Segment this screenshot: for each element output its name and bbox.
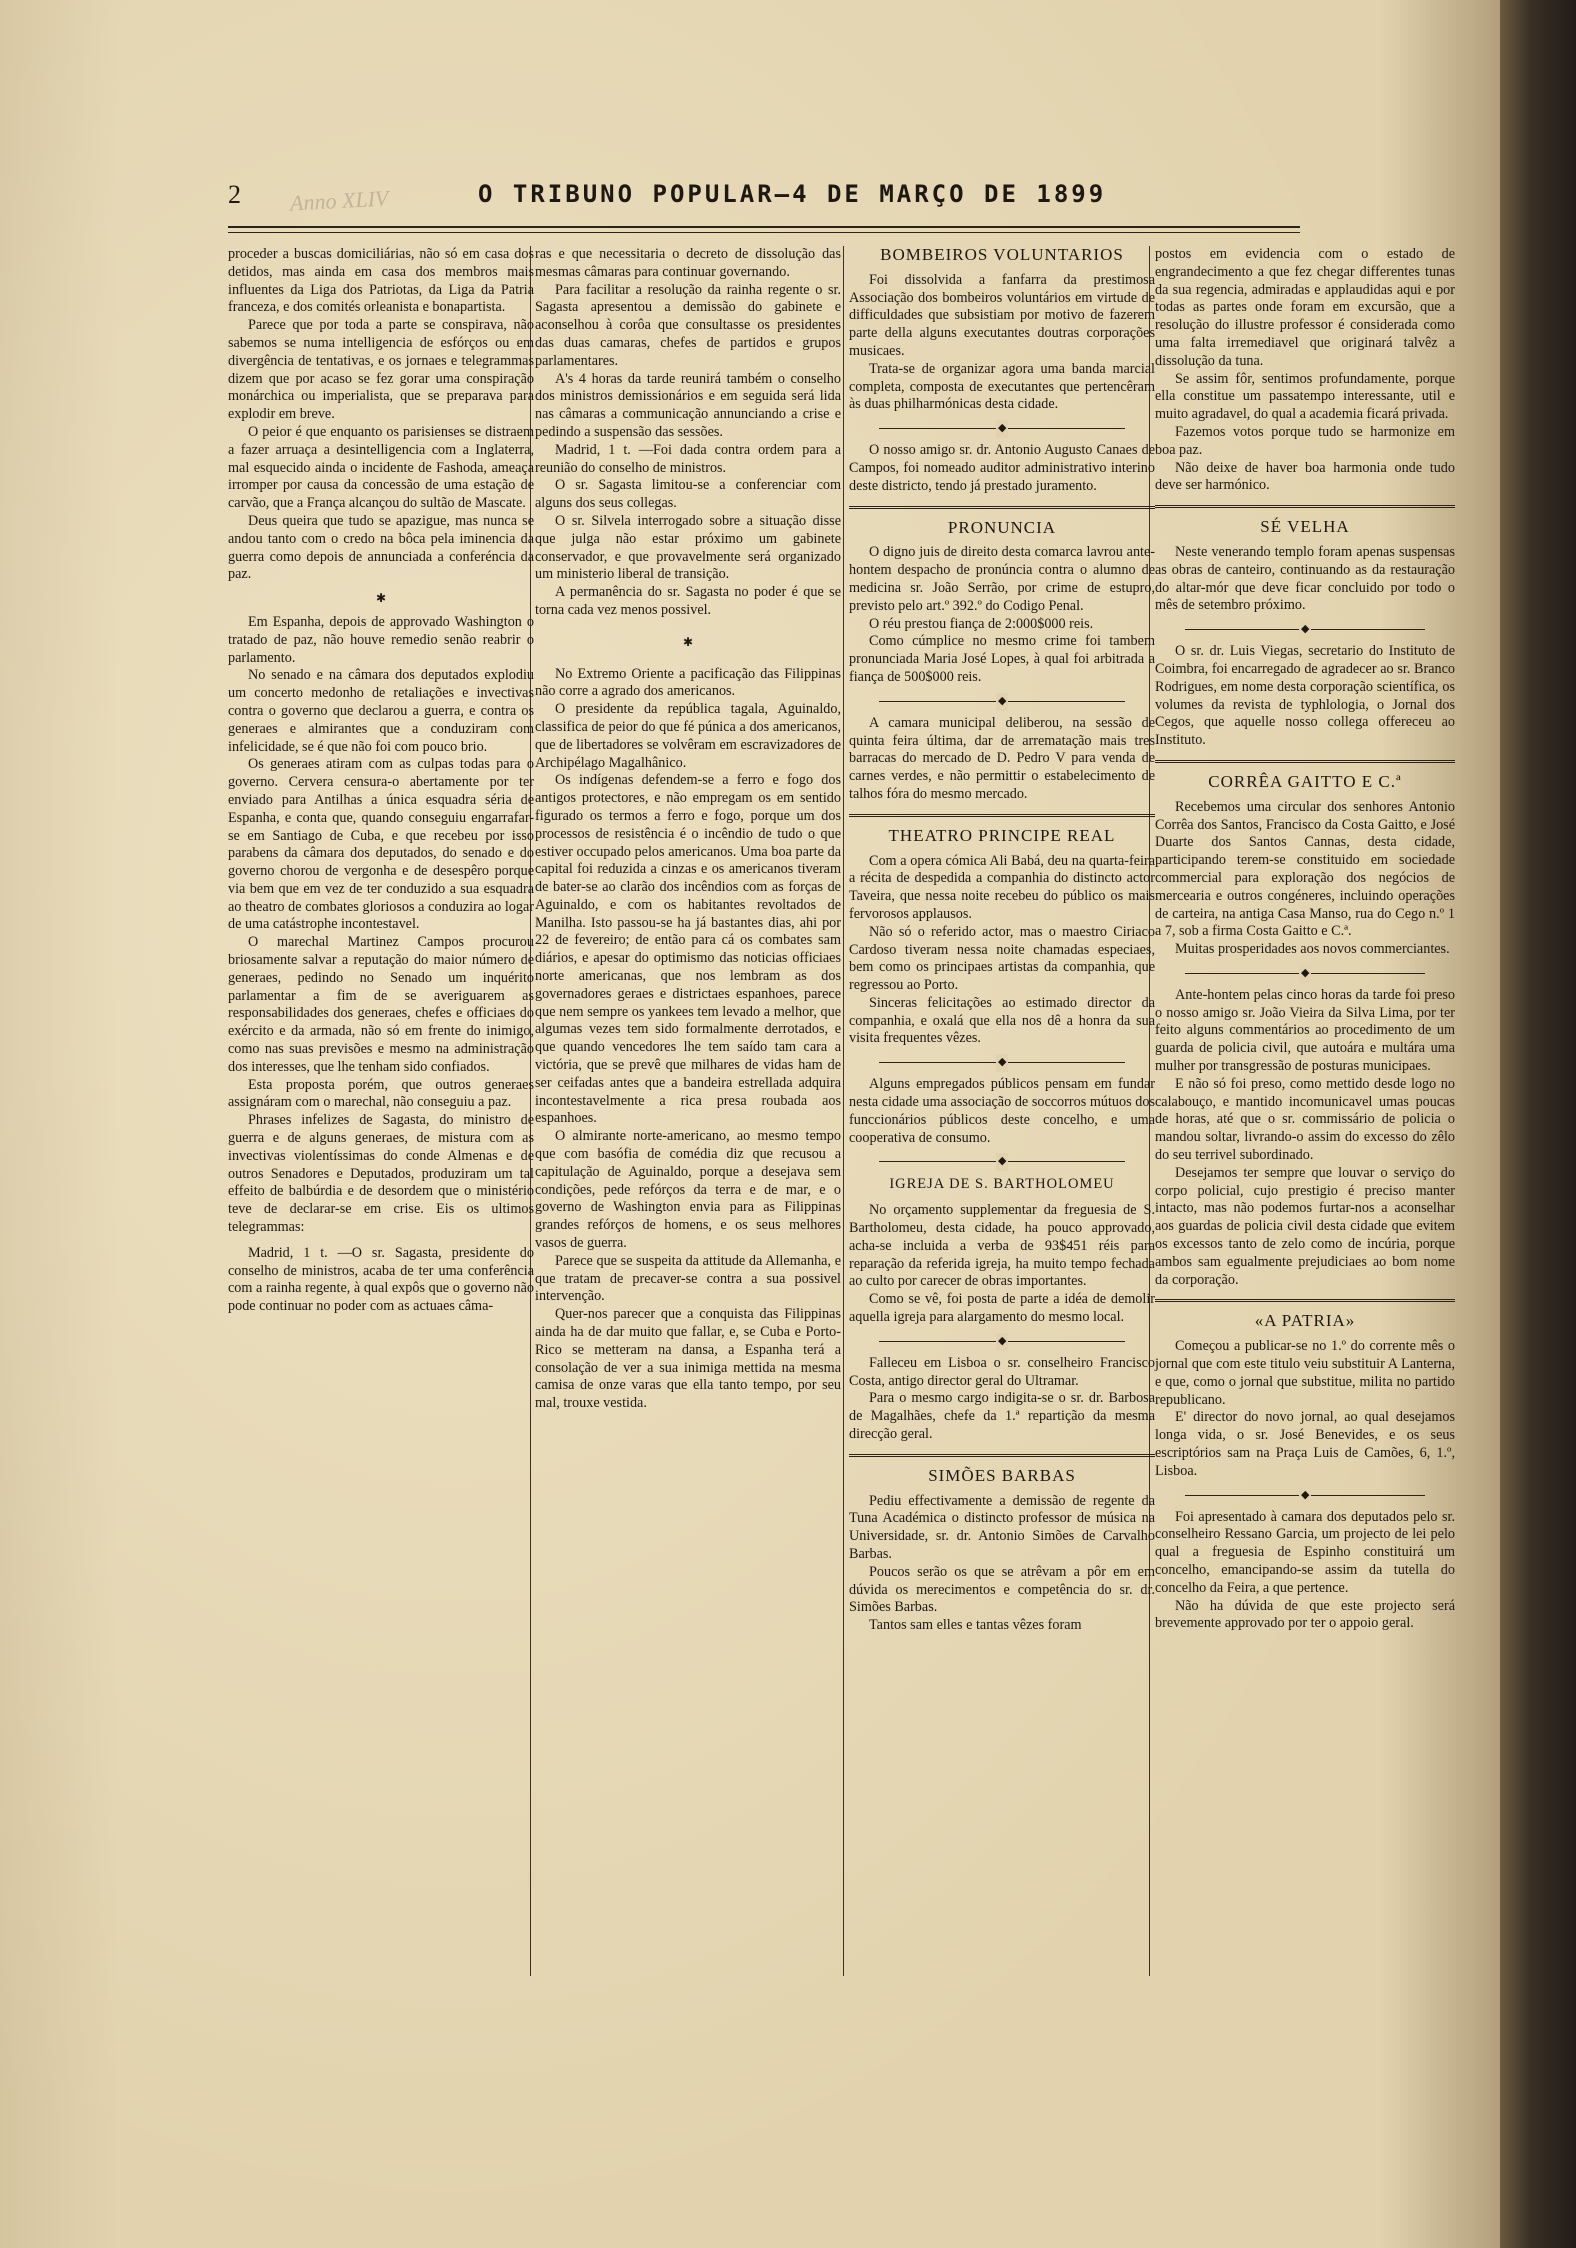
- paragraph: No orçamento supplementar da freguesia de S. Bartholomeu, desta cidade, ha pouco approvado, acha-se incluida a verba de 93$451 réis para reparação da referida igreja, ha muito tempo fechada ao culto por carecer de obras importantes.: [849, 1202, 1155, 1290]
- paragraph: Tantos sam elles e tantas vêzes foram: [869, 1617, 1082, 1634]
- section-heading: THEATRO PRINCIPE REAL: [888, 825, 1116, 845]
- paragraph: O réu prestou fiança de 2:000$000 reis.: [869, 615, 1094, 632]
- column-1: [228, 246, 534, 1316]
- double-rule: [849, 814, 1155, 817]
- paragraph: Parece que se suspeita da attitude da Allemanha, e que tratam de precaver-se contra a sua possivel intervenção.: [535, 1252, 841, 1305]
- paragraph: Deus queira que tudo se apazigue, mas nunca se andou tanto com o credo na bôca pela iminencia da guerra como depois de annunciada a conferéncia da paz.: [228, 512, 534, 583]
- ornament-divider: [879, 1336, 1125, 1346]
- ornament-divider: [1185, 968, 1425, 978]
- paragraph: No Extremo Oriente a pacificação das Filippinas não corre a agrado dos americanos.: [535, 665, 841, 700]
- paragraph: Em Espanha, depois de approvado Washington o tratado de paz, não houve remedio senão reabrir o parlamento.: [228, 613, 534, 666]
- paragraph: O marechal Martinez Campos procurou briosamente salvar a reputação do maior número de generaes, pedindo no Senado um inquérito parlamentar a fim de se averiguarem as responsabilidades dos generaes, chefes e officiaes do exército e da armada, não só em frente do inimigo, como nas suas previsões e mesmo na administração dos interesses, que lhe tenham sido confiados.: [228, 934, 534, 1075]
- paragraph: Os generaes atiram com as culpas todas para o governo. Cervera censura-o abertamente por ter enviado para Antilhas a única esquadra séria de Espanha, e conta que, quando conseguiu engarrafar-se em Santiago de Cuba, e que recebeu por isso parabens da câmara dos deputados, do senado e do governo chorou de vergonha e de desespêro porque via bem que em vez de ter conduzido a sua esquadra ao theatro de combates gloriosos a conduzira ao logar de uma catástrophe incontestavel.: [228, 756, 534, 933]
- paragraph: Madrid, 1 t. —Foi dada contra ordem para a reunião do conselho de ministros.: [535, 441, 841, 476]
- paragraph: Neste venerando templo foram apenas suspensas as obras de canteiro, continuando as da restauração do altar-mór que deve ficar concluido por todo o mês de setembro próximo.: [1155, 543, 1455, 614]
- paragraph: Sinceras felicitações ao estimado director da companhia, e oxalá que ella nos dê a honra da sua visita frequentes vêzes.: [849, 994, 1155, 1047]
- paragraph: A camara municipal deliberou, na sessão de quinta feira última, dar de arrematação mais tres barracas do mercado de D. Pedro V para venda de carnes verdes, e não permittir o estabelecimento de talhos fóra do mesmo mercado.: [849, 714, 1155, 802]
- paragraph: O digno juis de direito desta comarca lavrou ante-hontem despacho de pronúncia contra o alumno de medicina sr. João Serrão, por crime de estupro, previsto pelo art.º 392.º do Codigo Penal.: [849, 544, 1155, 614]
- paragraph: O peior é que enquanto os parisienses se distraem a fazer arruaça a desintelligencia com a Inglaterra, mal esquecido ainda o incidente de Fashoda, ameaça irromper por causa da concessão de uma estação de carvão, que a França alcançou do sultão de Mascate.: [228, 423, 534, 512]
- double-rule: [1155, 1299, 1455, 1302]
- paragraph: Para facilitar a resolução da rainha regente o sr. Sagasta apresentou a demissão do gabinete e aconselhou à corôa que consultasse os presidentes das duas camaras, chefes de partidos e grupos parlamentares.: [535, 281, 841, 369]
- section-heading: CORRÊA GAITTO E C.ª: [1208, 771, 1402, 791]
- column-4: [1155, 246, 1455, 1633]
- section-star: ✱: [682, 634, 694, 649]
- header-rule: [228, 226, 1300, 233]
- paragraph: Ante-hontem pelas cinco horas da tarde foi preso o nosso amigo sr. João Vieira da Silva Lima, por ter feito alguns commentários ao procedimento de um guarda de policia civil, que autoára e multára uma mulher por transgressão de posturas municipaes.: [1155, 986, 1455, 1075]
- binding-edge: [1500, 0, 1576, 2248]
- page-header: [228, 180, 1300, 210]
- paragraph: O sr. Silvela interrogado sobre a situação disse que julga não estar próximo um gabinete conservador, e que provavelmente será organizado um ministerio liberal de transição.: [535, 512, 841, 583]
- paragraph: O nosso amigo sr. dr. Antonio Augusto Canaes de Campos, foi nomeado auditor administrativo interino deste districto, tendo já prestado juramento.: [849, 442, 1155, 494]
- paragraph: Phrases infelizes de Sagasta, do ministro de guerra e de alguns generaes, de mistura com as invectivas violentíssimas do conde Almenas e de outros Senadores e Deputados, produziram um tal effeito de balbúrdia e de desordem que o ministério teve de declarar-se em crise. Eis os ultimos telegrammas:: [228, 1112, 534, 1236]
- paragraph: O almirante norte-americano, ao mesmo tempo que com basófia de comédia diz que recusou a capitulação de Aguinaldo, porque a desejava sem condições, pede refórços da terra e de mar, e o governo de Washington envia para as Filippinas grandes refórços de homens, e os seus melhores vasos de guerra.: [535, 1128, 841, 1252]
- ornament-divider: [1185, 1490, 1425, 1500]
- section-star: ✱: [375, 591, 387, 606]
- paragraph: Madrid, 1 t. —O sr. Sagasta, presidente do conselho de ministros, acaba de ter uma conferência com a rainha regente, à qual expôs que o governo não pode continuar no poder com as actuaes câma-: [228, 1244, 534, 1315]
- paragraph: Foi apresentado à camara dos deputados pelo sr. conselheiro Ressano Garcia, um projecto de lei pelo qual a freguesia de Espinho constituirá um concelho, emancipando-se assim da tutella do concelho da Feira, a que pertence.: [1155, 1508, 1455, 1596]
- section-heading: «A PATRIA»: [1254, 1311, 1356, 1331]
- paragraph: Parece que por toda a parte se conspirava, não sabemos se numa intelligencia de esfórços ou em divergência de tentativas, e os jornaes e telegrammas dizem que por acaso se fez gorar uma conspiração monárchica ou imperialista, que se preparava para explodir em breve.: [228, 317, 534, 423]
- paragraph: Como cúmplice no mesmo crime foi tambem pronunciada Maria José Lopes, à qual foi arbitrada a fiança de 500$000 reis.: [849, 633, 1155, 685]
- paragraph: Alguns empregados públicos pensam em fundar nesta cidade uma associação de soccorros mútuos dos funccionários públicos deste concelho, e uma cooperativa de consumo.: [849, 1076, 1155, 1146]
- paragraph: O sr. dr. Luis Viegas, secretario do Instituto de Coimbra, foi encarregado de agradecer ao sr. Branco Rodrigues, em nome desta corporação scientífica, os volumes da revista de typhlologia, o Jornal dos Cegos, que aquelle nosso collega offereceu ao Instituto.: [1155, 643, 1455, 749]
- paragraph: Esta proposta porém, que outros generaes assignáram com o marechal, não conseguiu a paz.: [228, 1076, 534, 1111]
- paragraph: Poucos serão os que se atrêvam a pôr em em dúvida os merecimentos e competência do sr. dr. Simões Barbas.: [849, 1563, 1155, 1616]
- paragraph: Com a opera cómica Ali Babá, deu na quarta-feira a récita de despedida a companhia do distincto actor Taveira, que nessa noite recebeu do público os mais fervorosos applausos.: [849, 852, 1155, 922]
- paragraph: A permanência do sr. Sagasta no poder é que se torna cada vez menos possivel.: [535, 584, 841, 618]
- ornament-divider: [1185, 624, 1425, 634]
- double-rule: [849, 506, 1155, 509]
- paragraph: Fazemos votos porque tudo se harmonize em boa paz.: [1155, 423, 1455, 458]
- paragraph: O presidente da república tagala, Aguinaldo, classifica de peior do que fé púnica a dos americanos, que de libertadores se volvêram em escravizadores de Archipélago Magalhânico.: [535, 701, 841, 771]
- paragraph: Pediu effectivamente a demissão de regente da Tuna Académica o distincto professor de música na Universidade, sr. dr. Antonio Simões de Carvalho Barbas.: [849, 1492, 1155, 1563]
- paragraph: Quer-nos parecer que a conquista das Filippinas ainda ha de dar muito que fallar, e, se Cuba e Porto-Rico se metteram na dansa, a Espanha terá a consolação de ver a sua inimiga mettida na mesma camisa de onze varas que ella tanto tempo, por seu mal, trouxe vestida.: [535, 1306, 841, 1412]
- paragraph: E' director do novo jornal, ao qual desejamos longa vida, o sr. José Benevides, e os seus escriptórios sam na Praça Luis de Camões, 6, 1.º, Lisboa.: [1155, 1409, 1455, 1479]
- double-rule: [849, 1454, 1155, 1457]
- paragraph: postos em evidencia com o estado de engrandecimento a que fez chegar differentes tunas da sua regencia, admiradas e applaudidas aqui e por todas as partes onde foram em excursão, que a resolução do illustre professor é considerada como uma falta irremediavel que originará talvêz a dissolução da tuna.: [1155, 246, 1455, 369]
- ornament-divider: [879, 1156, 1125, 1166]
- paragraph: Não ha dúvida de que este projecto será brevemente approvado por ter o appoio geral.: [1155, 1597, 1455, 1632]
- paragraph: Não deixe de haver boa harmonia onde tudo deve ser harmónico.: [1155, 459, 1455, 494]
- paragraph: Se assim fôr, sentimos profundamente, porque ella constitue um passatempo interessante, util e muito agradavel, do qual a academia ficará privada.: [1155, 370, 1455, 423]
- ornament-divider: [879, 423, 1125, 433]
- paragraph: Os indígenas defendem-se a ferro e fogo dos antigos protectores, e não empregam os em sentido figurado os termos a ferro e fogo, porque um dos processos de resistência é o incêndio de tudo o que estiver occupado pelos americanos. Uma boa parte da capital foi reduzida a cinzas e os americanos tiveram de bater-se ao clarão dos incêndios com as forças de Aguinaldo, e com os habitantes revoltados de Manilha. Isto passou-se ha já bastantes dias, ahi por 22 de fevereiro; de então para cá os combates sam diários, e apesar do optimismo das noticias officiaes norte americanas, que nos lembram as dos governadores geraes e districtaes espanhoes, parece que nem sempre os yankees tem levado a melhor, que algumas vezes tem sido formalmente derrotados, e que quando vencedores lhe tem saído tam cara a victória, que se prevê que milhares de vidas ham de ser ceifadas antes que a bandeira estrellada adquira incontestavelmente a rica presa roubada aos espanhoes.: [535, 772, 841, 1127]
- column-3: [849, 246, 1155, 1635]
- paragraph: Falleceu em Lisboa o sr. conselheiro Francisco Costa, antigo director geral do Ultramar.: [849, 1354, 1155, 1389]
- paragraph: No senado e na câmara dos deputados explodiu um concerto medonho de retaliações e invectivas contra o governo que declarou a guerra, e contra os generaes e almirantes que a conduziram com infelicidade, se é que não foi com pouco brio.: [228, 667, 534, 755]
- paragraph: Recebemos uma circular dos senhores Antonio Corrêa dos Santos, Francisco da Costa Gaitto, e José Duarte dos Santos Cannas, desta cidade, participando terem-se constituido em sociedade commercial para exploração dos negócios de mercearia e outros congéneres, incluindo operações de carteira, na antiga Casa Manso, rua do Cego n.º 1 a 7, sob a firma Costa Gaitto e C.ª.: [1155, 798, 1455, 940]
- paragraph: Não só o referido actor, mas o maestro Ciriaco Cardoso tiveram nessa noite chamadas especiaes, bem como os principaes artistas da companhia, que regressou ao Porto.: [849, 923, 1155, 994]
- double-rule: [1155, 760, 1455, 763]
- paragraph: E não só foi preso, como mettido desde logo no calabouço, e mantido incomunicavel umas poucas de horas, até que o sr. commissário de policia o mandou soltar, livrando-o assim do excesso do zêlo do seu terrivel subordinado.: [1155, 1075, 1455, 1164]
- section-heading: PRONUNCIA: [947, 517, 1057, 537]
- library-stamp: Anno XLIV: [289, 185, 389, 216]
- column-2: [535, 246, 841, 1413]
- ornament-divider: [879, 696, 1125, 706]
- paragraph: Desejamos ter sempre que louvar o serviço do corpo policial, cujo prestigio é preciso manter intacto, mas não podemos furtar-nos a aconselhar aos guardas de policia civil desta cidade que evitem os excessos tanto de zelo como de incúria, porque ambos sam egualmente prejudiciaes ao bom nome da corporação.: [1155, 1164, 1455, 1288]
- paragraph: Foi dissolvida a fanfarra da prestimosa Associação dos bombeiros voluntários em virtude de difficuldades que subsistiam por motivo de fazerem parte della alguns executantes doutras corporações musicaes.: [849, 271, 1155, 359]
- paragraph: Começou a publicar-se no 1.º do corrente mês o jornal que com este titulo veiu substituir A Lanterna, e que, como o jornal que substitue, milita no partido republicano.: [1155, 1338, 1455, 1408]
- paragraph: O sr. Sagasta limitou-se a conferenciar com alguns dos seus collegas.: [535, 477, 841, 512]
- section-heading: BOMBEIROS VOLUNTARIOS: [880, 245, 1124, 264]
- paragraph: Para o mesmo cargo indigita-se o sr. dr. Barbosa de Magalhães, chefe da 1.ª repartição da mesma direcção geral.: [849, 1390, 1155, 1443]
- masthead: O TRIBUNO POPULAR—4 DE MARÇO DE 1899: [478, 180, 1107, 208]
- ornament-divider: [879, 1057, 1125, 1067]
- column-divider: [843, 246, 844, 1976]
- paragraph: Muitas prosperidades aos novos commerciantes.: [1175, 941, 1450, 958]
- section-heading: SIMÕES BARBAS: [928, 1465, 1076, 1485]
- section-heading: IGREJA DE S. BARTHOLOMEU: [889, 1176, 1115, 1193]
- section-heading: SÉ VELHA: [1260, 517, 1350, 537]
- paragraph: proceder a buscas domiciliárias, não só em casa dos detidos, mas ainda em casa dos membros mais influentes da Liga dos Patriotas, da Liga da Patria franceza, e dos comités orleanista e bonapartista.: [228, 246, 534, 316]
- paragraph: Trata-se de organizar agora uma banda marcial completa, composta de executantes que pertencêram às duas philharmónicas desta cidade.: [849, 360, 1155, 413]
- double-rule: [1155, 505, 1455, 508]
- paragraph: A's 4 horas da tarde reunirá também o conselho dos ministros demissionários e em seguida será lida nas câmaras a communicação annunciando a crise e pedindo a suspensão das sessões.: [535, 370, 841, 440]
- page-number: 2: [228, 180, 241, 209]
- paragraph: Como se vê, foi posta de parte a idéa de demolir aquella igreja para alargamento do mesmo local.: [849, 1291, 1155, 1326]
- paragraph: ras e que necessitaria o decreto de dissolução das mesmas câmaras para continuar governando.: [535, 246, 841, 280]
